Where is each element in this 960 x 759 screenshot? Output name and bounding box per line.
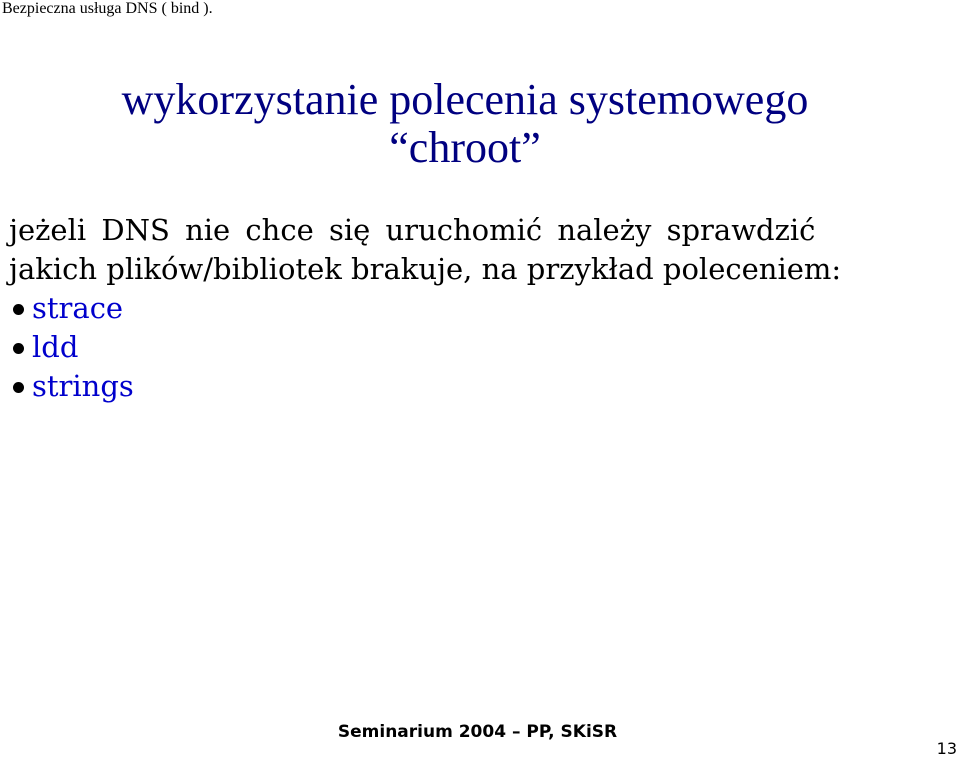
page-number: 13 (936, 739, 957, 758)
body-line-1: jeżeli DNS nie chce się uruchomić należy sprawdzić (9, 213, 816, 247)
list-item (9, 289, 939, 328)
command-ldd: ldd (32, 330, 79, 364)
command-list (9, 289, 939, 406)
slide-title (0, 76, 930, 172)
bullet-icon (13, 343, 24, 354)
bullet-icon (13, 382, 24, 393)
bullet-icon (13, 304, 24, 315)
command-strace: strace (32, 291, 124, 325)
list-item (9, 328, 939, 367)
command-strings: strings (32, 369, 134, 403)
running-header: Bezpieczna usługa DNS ( bind ). (2, 0, 213, 17)
slide-body (9, 211, 939, 406)
slide-title-line-2: “chroot” (389, 123, 541, 172)
list-item (9, 367, 939, 406)
body-line-2: jakich plików/bibliotek brakuje, na przykład poleceniem: (9, 252, 842, 286)
slide-footer: Seminarium 2004 – PP, SKiSR (337, 722, 618, 742)
slide-title-line-1: wykorzystanie polecenia systemowego (121, 75, 809, 124)
